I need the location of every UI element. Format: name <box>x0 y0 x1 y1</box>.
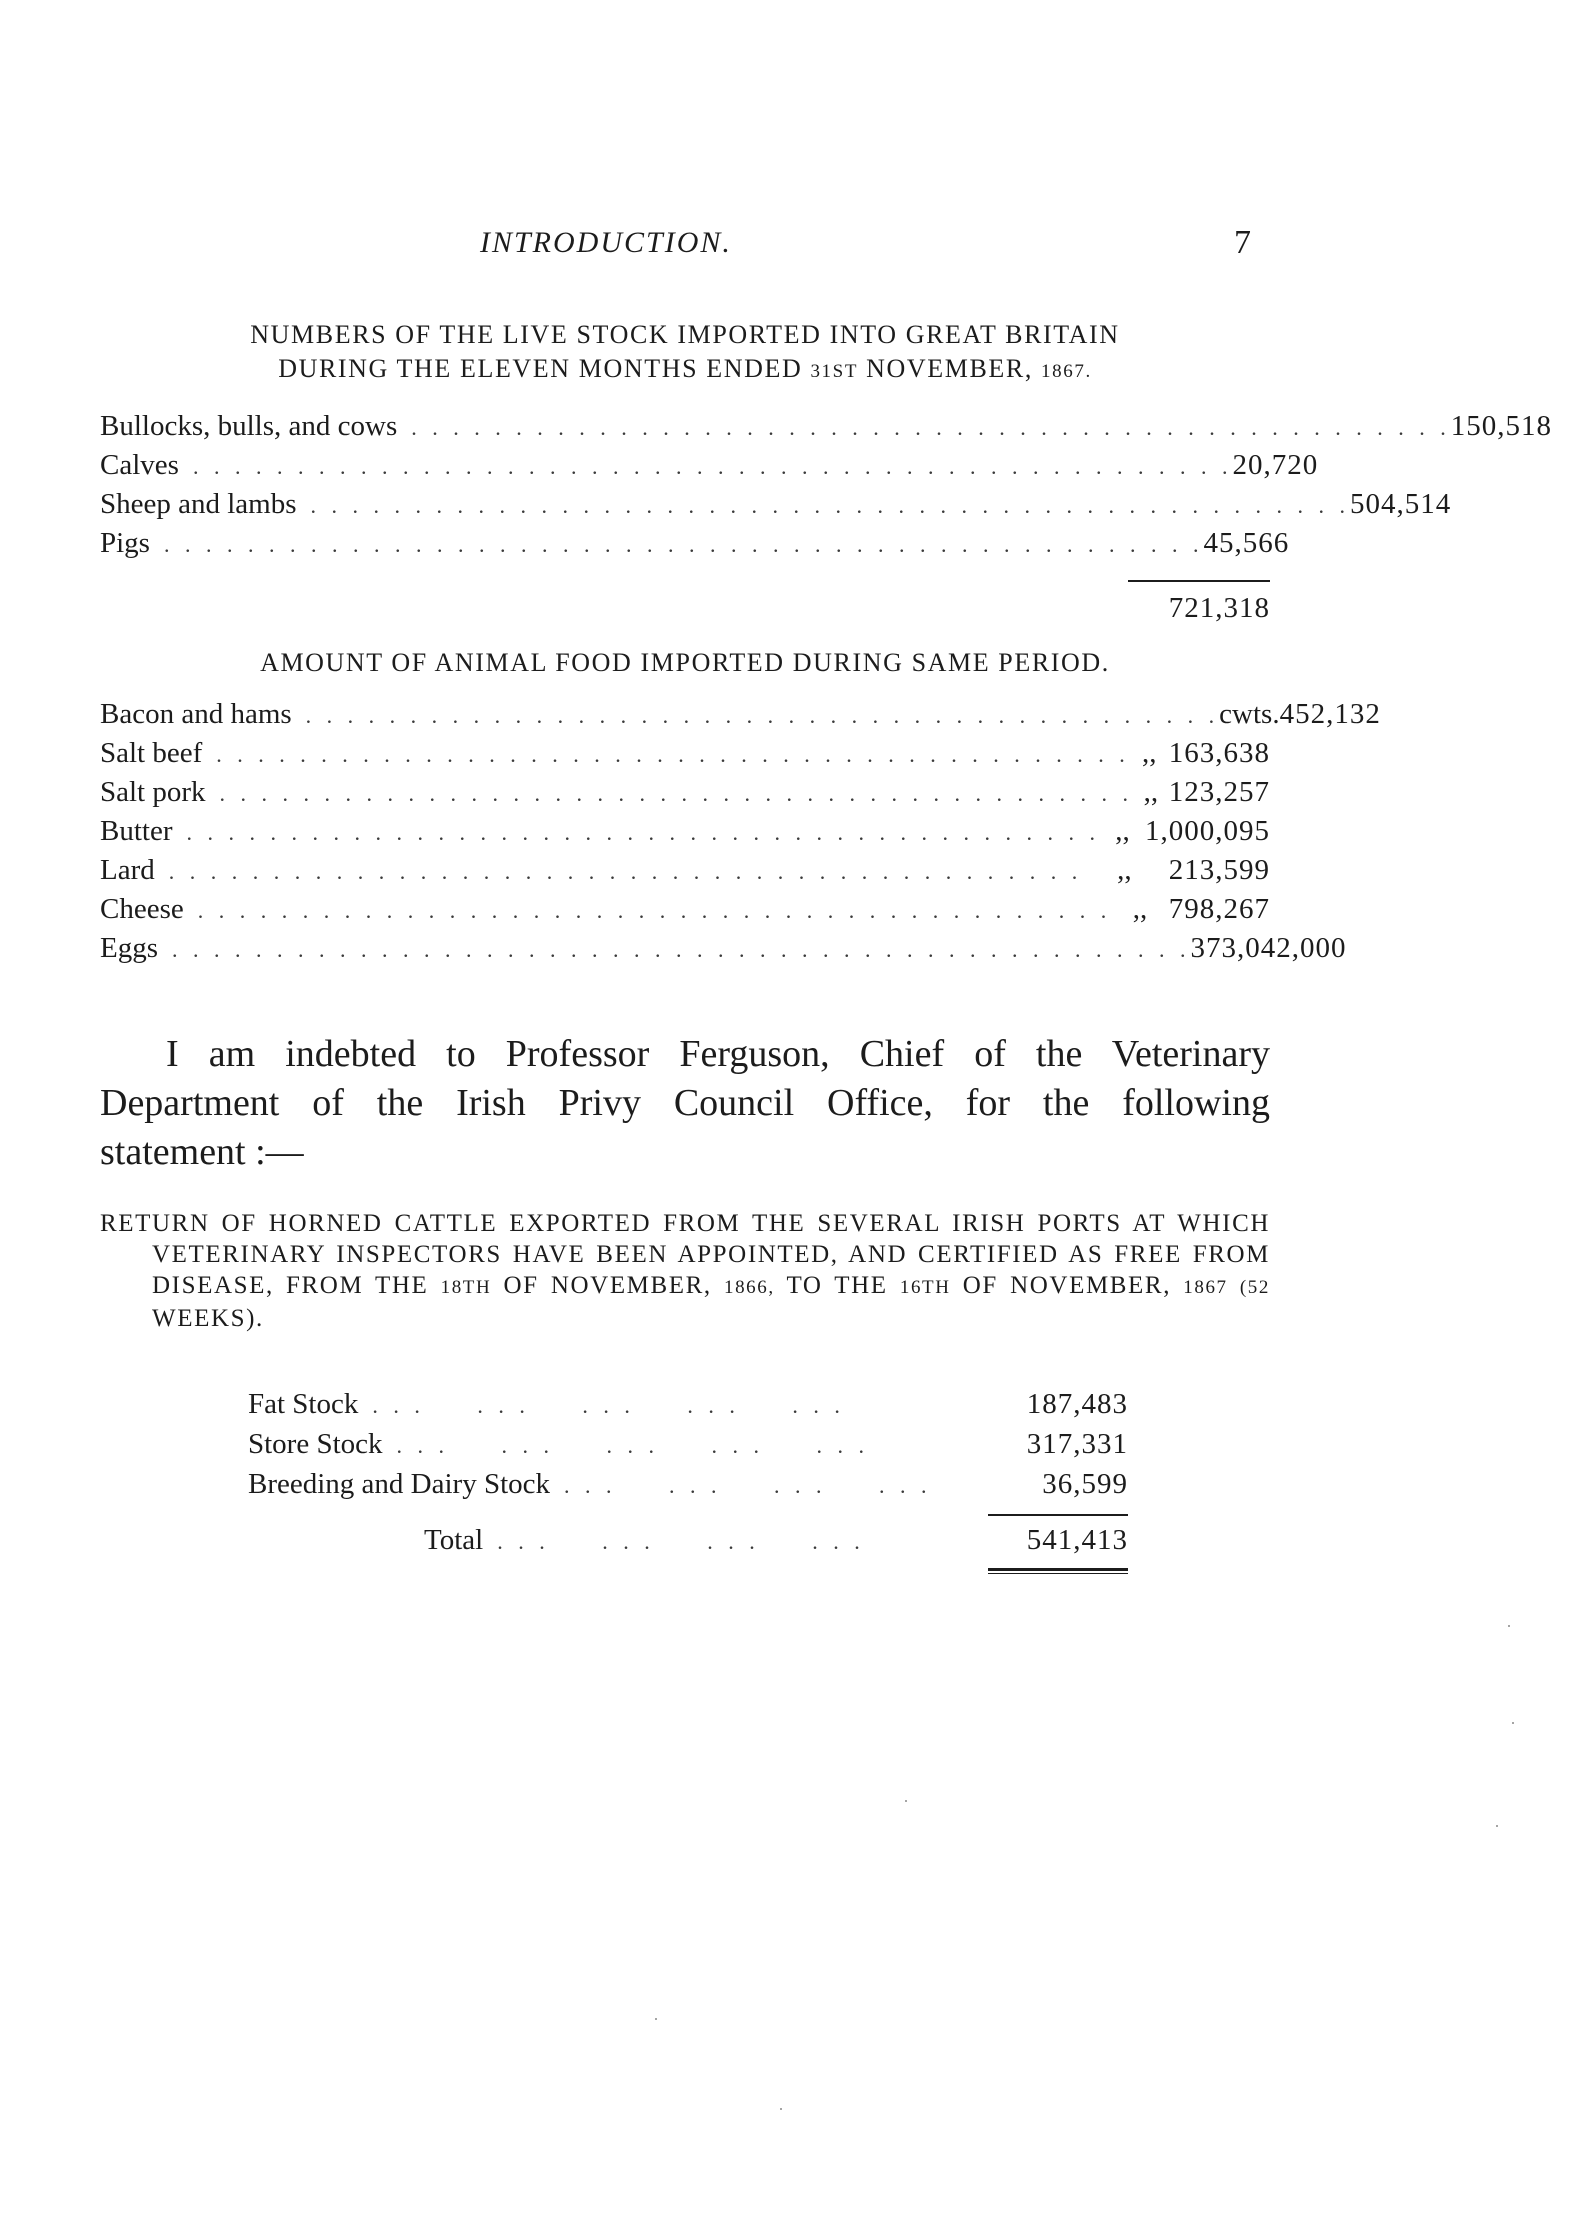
subtotal-rule <box>1128 580 1270 582</box>
paragraph-line: I am indebted to Professor Ferguson, Chief of the Veterinary <box>166 1033 1270 1075</box>
scan-speck <box>780 2108 782 2110</box>
row-unit: ,, <box>1142 737 1157 769</box>
live-stock-caption-date: 31ST <box>810 361 859 382</box>
row-value: 317,331 <box>1026 1428 1128 1460</box>
leader-dots: . . . . . . . . . . . . . . . . . . . . . . . . . . . . . . . . . . . . . . . . . . . . <box>216 742 1130 767</box>
row-value: 150,518 <box>1450 410 1552 442</box>
table-row <box>100 737 1270 776</box>
leader-dots: . . . . . . . . . . . . . . . <box>372 1393 845 1418</box>
row-value: 123,257 <box>1168 776 1270 808</box>
scan-speck <box>905 1800 907 1802</box>
table-row <box>100 815 1270 854</box>
table-row <box>248 1468 1128 1508</box>
total-label: Total <box>248 1524 497 1557</box>
row-value: 452,132 <box>1279 698 1381 730</box>
row-value: 36,599 <box>1042 1468 1128 1500</box>
leader-dots: . . . . . . . . . . . . . . . <box>396 1433 870 1458</box>
return-caption-weeks: WEEKS). <box>152 1305 264 1332</box>
live-stock-caption-line2-pre: DURING THE ELEVEN MONTHS ENDED <box>278 354 803 383</box>
row-label: Pigs <box>100 527 164 560</box>
row-value: 45,566 <box>1203 527 1290 559</box>
paragraph-line: Department of the Irish Privy Council Office, for the following <box>100 1082 1270 1124</box>
live-stock-caption-line2-post: NOVEMBER, <box>866 354 1033 383</box>
leader-dots: . . . . . . . . . . . . . . . . . . . . . . . . . . . . . . . . . . . . . . . . . . . . . . . . . . <box>163 532 1204 557</box>
total-rule-top <box>988 1514 1128 1516</box>
return-caption-weeks-num: (52 <box>1239 1277 1270 1298</box>
table-row <box>100 698 1381 737</box>
running-head: INTRODUCTION. <box>480 226 732 259</box>
leader-dots: . . . . . . . . . . . . . . . . . . . . . . . . . . . . . . . . . . . . . . . . . . . . . . . . . . <box>411 415 1451 440</box>
scan-speck <box>1496 1825 1498 1827</box>
leader-dots: . . . . . . . . . . . . <box>497 1529 865 1554</box>
scan-speck <box>655 2018 657 2020</box>
row-value: 187,483 <box>1026 1388 1128 1420</box>
return-total-row <box>248 1524 1128 1564</box>
leader-dots: . . . . . . . . . . . . <box>564 1473 932 1498</box>
table-row <box>100 854 1270 893</box>
live-stock-table <box>100 410 1552 566</box>
table-row <box>100 932 1347 971</box>
row-value: 213,599 <box>1168 854 1270 886</box>
table-row <box>100 893 1270 932</box>
row-label: Bacon and hams <box>100 698 306 731</box>
total-rule-bottom-thin <box>988 1573 1128 1574</box>
leader-dots: . . . . . . . . . . . . . . . . . . . . . . . . . . . . . . . . . . . . . . . . . . . . <box>305 703 1220 728</box>
row-unit: ,, <box>1132 893 1148 925</box>
live-stock-caption-line1: NUMBERS OF THE LIVE STOCK IMPORTED INTO GREAT BRITAIN <box>250 320 1120 349</box>
total-rule-bottom <box>988 1568 1128 1571</box>
row-value: 798,267 <box>1168 893 1270 925</box>
row-label: Sheep and lambs <box>100 488 311 521</box>
body-paragraph <box>100 1030 1270 1177</box>
leader-dots: . . . . . . . . . . . . . . . . . . . . . . . . . . . . . . . . . . . . . . . . . . . . . . . . . . <box>192 454 1233 479</box>
return-caption-date2: 16TH <box>899 1277 951 1298</box>
animal-food-table <box>100 698 1381 971</box>
row-value: 373,042,000 <box>1190 932 1347 964</box>
row-label: Calves <box>100 449 193 482</box>
table-row <box>100 488 1452 527</box>
row-unit: ,, <box>1143 776 1159 808</box>
row-label: Lard <box>100 854 169 887</box>
row-label: Fat Stock <box>248 1388 372 1421</box>
row-label: Breeding and Dairy Stock <box>248 1468 564 1501</box>
row-label: Eggs <box>100 932 172 965</box>
row-value: 20,720 <box>1232 449 1319 481</box>
page-number: 7 <box>1234 224 1251 261</box>
table-row <box>100 410 1552 449</box>
animal-food-caption: AMOUNT OF ANIMAL FOOD IMPORTED DURING SAME PERIOD. <box>260 648 1110 677</box>
leader-dots: . . . . . . . . . . . . . . . . . . . . . . . . . . . . . . . . . . . . . . . . . . . . . . . . . . <box>310 493 1351 518</box>
table-row <box>248 1428 1128 1468</box>
return-caption-text: RETURN OF HORNED CATTLE EXPORTED FROM THE SEVERAL IRISH PORTS AT WHICH VETERINARY INSPECTORS HAVE BEEN APPOINTED, AND CERTIFIED AS FREE FROM DISEASE, FROM THE <box>100 1210 1270 1299</box>
leader-dots: . . . . . . . . . . . . . . . . . . . . . . . . . . . . . . . . . . . . . . . . . . . . <box>197 898 1112 923</box>
row-unit: ,, <box>1117 854 1132 886</box>
table-row <box>100 776 1270 815</box>
row-value: 1,000,095 <box>1145 815 1270 847</box>
row-unit: cwts. <box>1219 698 1280 730</box>
leader-dots: . . . . . . . . . . . . . . . . . . . . . . . . . . . . . . . . . . . . . . . . . . . . . . . . . <box>172 937 1191 962</box>
return-caption-year2: 1867 <box>1183 1277 1228 1298</box>
row-label: Store Stock <box>248 1428 397 1461</box>
table-row <box>100 527 1290 566</box>
leader-dots: . . . . . . . . . . . . . . . . . . . . . . . . . . . . . . . . . . . . . . . . . . . . <box>186 820 1100 845</box>
return-caption-year1: 1866, <box>723 1277 775 1298</box>
row-label: Salt pork <box>100 776 220 809</box>
leader-dots: . . . . . . . . . . . . . . . . . . . . . . . . . . . . . . . . . . . . . . . . . . . . <box>219 781 1134 806</box>
row-value: 504,514 <box>1350 488 1452 520</box>
table-row <box>248 1524 1128 1564</box>
return-caption-date1: 18TH <box>440 1277 492 1298</box>
return-table <box>248 1388 1128 1508</box>
scan-speck <box>1512 1722 1514 1724</box>
scan-speck <box>1508 1625 1510 1627</box>
paragraph-line: statement :— <box>100 1131 304 1173</box>
total-value: 541,413 <box>1026 1524 1128 1556</box>
live-stock-caption-year: 1867. <box>1041 361 1092 382</box>
live-stock-caption <box>100 318 1270 389</box>
row-label: Salt beef <box>100 737 216 770</box>
row-value: 163,638 <box>1168 737 1270 769</box>
return-caption-text: TO THE <box>786 1272 888 1299</box>
live-stock-total: 721,318 <box>1168 592 1270 624</box>
row-unit: ,, <box>1115 815 1130 847</box>
return-caption <box>100 1208 1270 1334</box>
row-label: Cheese <box>100 893 198 926</box>
leader-dots: . . . . . . . . . . . . . . . . . . . . . . . . . . . . . . . . . . . . . . . . . . . . <box>168 859 1083 884</box>
return-caption-text: OF NOVEMBER, <box>503 1272 712 1299</box>
row-label: Butter <box>100 815 187 848</box>
table-row <box>100 449 1319 488</box>
table-row <box>248 1388 1128 1428</box>
row-label: Bullocks, bulls, and cows <box>100 410 411 443</box>
return-caption-text: OF NOVEMBER, <box>962 1272 1172 1299</box>
